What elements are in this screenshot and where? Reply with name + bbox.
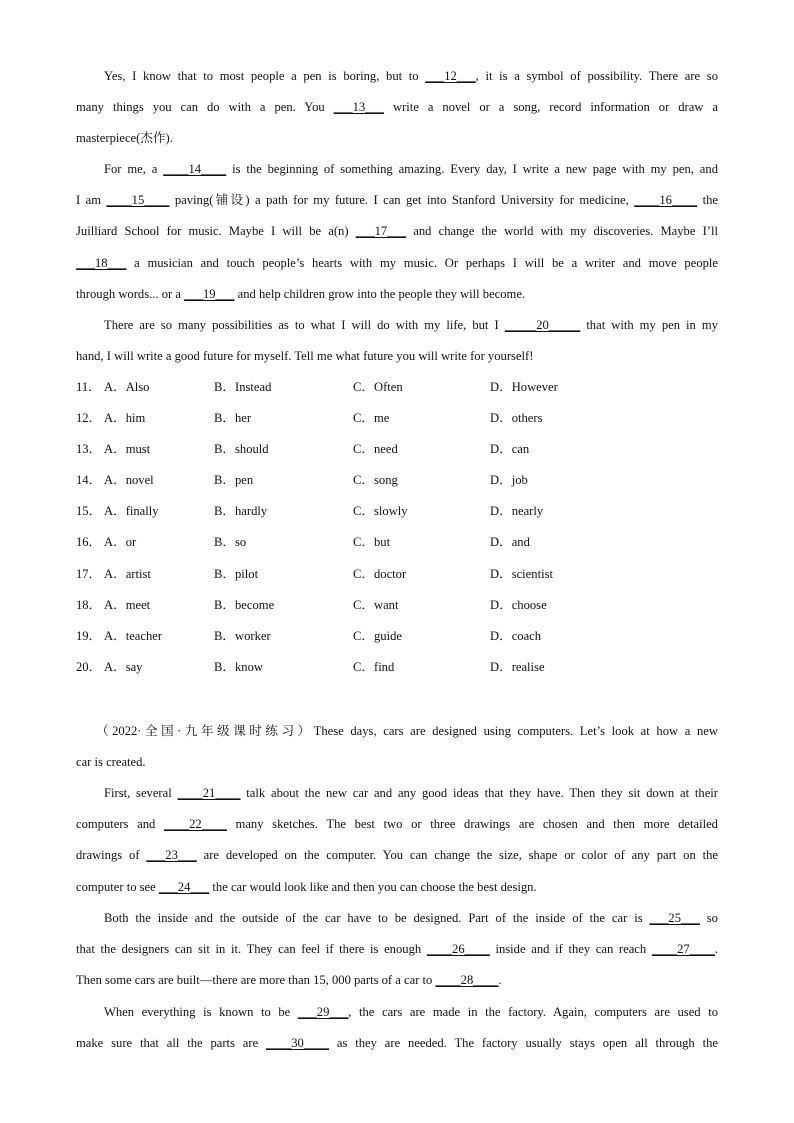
option-a: A．him <box>104 411 146 426</box>
option-c: C．me <box>353 411 390 426</box>
question-row <box>76 372 716 403</box>
option-b: B．her <box>214 411 252 426</box>
option-b: B．so <box>214 535 247 550</box>
question-number: 12． <box>76 411 102 426</box>
blank-29: ___29___ <box>297 1005 349 1019</box>
text-line: that the designers can sit in it. They can feel if there is enough ____26____ inside and if they can reach ____27____. <box>76 942 718 957</box>
passage1-paragraph2 <box>76 154 718 310</box>
blank-14: ____14____ <box>163 162 227 176</box>
option-a: A．or <box>104 535 137 550</box>
blank-20: _____20_____ <box>504 318 581 332</box>
blank-27: ____27____ <box>651 942 715 957</box>
blank-12: ___12___ <box>425 69 476 83</box>
option-c: C．song <box>353 473 398 488</box>
option-b: B．worker <box>214 628 271 643</box>
question-number: 11． <box>76 380 101 394</box>
option-a: A．Also <box>104 380 150 394</box>
option-d: D．can <box>490 442 530 457</box>
text-line: Juilliard School for music. Maybe I will be a(n) ___17___ and change the world with my discoveries. Maybe I’ll <box>76 224 718 239</box>
option-b: B．should <box>214 442 269 457</box>
text-line: ___18___ a musician and touch people’s hearts with my music. Or perhaps I will be a writer and move people <box>76 255 718 270</box>
blank-21: ____21____ <box>177 786 241 800</box>
blank-15: ____15____ <box>106 193 170 208</box>
option-c: C．but <box>353 535 391 550</box>
option-d: D．others <box>490 411 543 426</box>
blank-13: ___13___ <box>333 100 385 115</box>
option-b: B．Instead <box>214 380 272 394</box>
question-number: 17． <box>76 566 102 581</box>
question-row <box>76 403 716 434</box>
option-a: A．must <box>104 442 151 457</box>
option-c: C．need <box>353 442 398 457</box>
blank-30: ____30____ <box>266 1036 330 1051</box>
question-number: 15． <box>76 504 102 519</box>
text-line: car is created. <box>76 755 146 770</box>
text-line: hand, I will write a good future for myself. Tell me what future you will write for yourself! <box>76 349 534 364</box>
blank-18: ___18___ <box>76 255 127 270</box>
question-number: 14． <box>76 473 102 488</box>
option-d: D．and <box>490 535 530 550</box>
text-line: There are so many possibilities as to what I will do with my life, but I _____20_____ that with my pen in my <box>104 318 718 332</box>
passage1-paragraph1 <box>76 61 718 155</box>
option-a: A．say <box>104 659 143 674</box>
blank-16: ____16____ <box>634 193 698 208</box>
option-a: A．novel <box>104 473 154 488</box>
option-d: D．scientist <box>490 566 553 581</box>
blank-25: ___25___ <box>649 911 700 925</box>
passage2-paragraph3 <box>76 997 718 1059</box>
option-a: A．artist <box>104 566 151 581</box>
option-d: D．However <box>490 380 558 394</box>
blank-26: ____26____ <box>426 942 490 957</box>
text-line: many things you can do with a pen. You ___13___ write a novel or a song, record information or draw a <box>76 100 718 115</box>
option-d: D．coach <box>490 628 542 643</box>
blank-28: ____28____ <box>435 973 499 988</box>
text-line: For me, a ____14____ is the beginning of something amazing. Every day, I write a new page with my pen, and <box>104 162 718 176</box>
question-row <box>76 434 716 465</box>
option-b: B．pilot <box>214 566 259 581</box>
option-c: C．Often <box>353 380 403 394</box>
text-line: I am ____15____ paving(铺设) a path for my future. I can get into Stanford University for medicine, ____16____ the <box>76 193 718 208</box>
question-row <box>76 590 716 621</box>
text-line: Yes, I know that to most people a pen is boring, but to ___12___, it is a symbol of possibility. There are so <box>104 69 718 83</box>
option-c: C．want <box>353 597 399 612</box>
passage2-paragraph1 <box>76 778 718 903</box>
option-b: B．know <box>214 659 263 674</box>
text-line: Then some cars are built—there are more than 15, 000 parts of a car to ____28____. <box>76 973 502 988</box>
question-number: 13． <box>76 442 102 457</box>
text-line: masterpiece(杰作). <box>76 131 173 146</box>
blank-17: ___17___ <box>355 224 407 239</box>
option-d: D．nearly <box>490 504 544 519</box>
question-row <box>76 527 716 558</box>
question-row <box>76 652 716 683</box>
passage2-intro <box>76 716 718 778</box>
question-number: 19． <box>76 628 102 643</box>
text-line: drawings of ___23___ are developed on the computer. You can change the size, shape or color of any part on the <box>76 848 718 863</box>
question-number: 20． <box>76 659 102 674</box>
passage1-paragraph3 <box>76 310 718 372</box>
option-b: B．become <box>214 597 275 612</box>
text-line: computers and ____22____ many sketches. The best two or three drawings are chosen and then more detailed <box>76 817 718 832</box>
text-line: through words... or a ___19___ and help children grow into the people they will become. <box>76 286 526 301</box>
option-d: D．job <box>490 473 528 488</box>
passage2-paragraph2 <box>76 903 718 997</box>
option-b: B．hardly <box>214 504 268 519</box>
blank-24: ___24___ <box>158 879 210 894</box>
question-row <box>76 621 716 652</box>
question-row <box>76 496 716 527</box>
text-line: computer to see ___24___ the car would look like and then you can choose the best design. <box>76 879 537 894</box>
option-a: A．teacher <box>104 628 163 643</box>
option-c: C．doctor <box>353 566 407 581</box>
blank-22: ____22____ <box>163 817 227 832</box>
option-c: C．guide <box>353 628 402 643</box>
text-line: First, several ____21____ talk about the new car and any good ideas that they have. Then they sit down at their <box>104 786 719 800</box>
text-line: When everything is known to be ___29___, the cars are made in the factory. Again, computers are used to <box>104 1005 718 1019</box>
option-c: C．slowly <box>353 504 408 519</box>
blank-23: ___23___ <box>146 848 197 863</box>
text-line: （2022·全国·九年级课时练习）These days, cars are designed using computers. Let’s look at how a new <box>96 724 718 738</box>
question-number: 18． <box>76 597 102 612</box>
text-line: make sure that all the parts are ____30____ as they are needed. The factory usually stays open all through the <box>76 1036 718 1051</box>
question-options <box>76 372 716 683</box>
question-row <box>76 465 716 496</box>
option-c: C．find <box>353 659 395 674</box>
option-a: A．meet <box>104 597 151 612</box>
text-line: Both the inside and the outside of the car have to be designed. Part of the inside of the car is ___25___ so <box>104 911 718 925</box>
option-d: D．choose <box>490 597 547 612</box>
blank-19: ___19___ <box>184 286 235 301</box>
option-d: D．realise <box>490 659 545 674</box>
question-number: 16． <box>76 535 102 550</box>
option-b: B．pen <box>214 473 254 488</box>
option-a: A．finally <box>104 504 159 519</box>
question-row <box>76 559 716 590</box>
